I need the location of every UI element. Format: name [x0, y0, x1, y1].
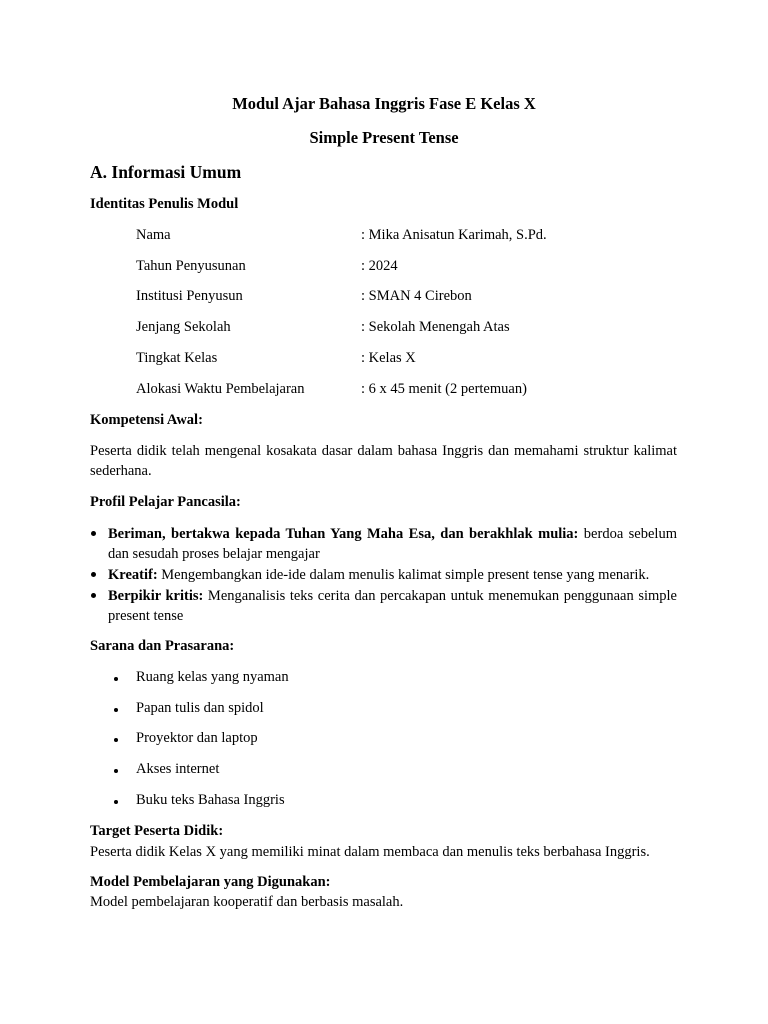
- identitas-label: Alokasi Waktu Pembelajaran: [136, 381, 305, 397]
- identitas-label: Tingkat Kelas: [136, 350, 218, 366]
- bullet-icon: [91, 572, 96, 577]
- kompetensi-heading: Kompetensi Awal:: [90, 412, 203, 428]
- identitas-value: : SMAN 4 Cirebon: [361, 288, 472, 304]
- target-text: Peserta didik Kelas X yang memiliki minat dalam membaca dan menulis teks berbahasa Inggris.: [90, 844, 650, 860]
- identitas-value: : Mika Anisatun Karimah, S.Pd.: [361, 227, 547, 243]
- sarana-heading: Sarana dan Prasarana:: [90, 638, 235, 654]
- section-heading-informasi-umum: A. Informasi Umum: [90, 162, 242, 182]
- bullet-icon: [114, 677, 118, 681]
- bullet-icon: [91, 531, 96, 536]
- sarana-item: Akses internet: [136, 761, 220, 777]
- identitas-value: : 6 x 45 menit (2 pertemuan): [361, 381, 527, 397]
- identitas-label: Institusi Penyusun: [136, 288, 243, 304]
- sarana-item: Proyektor dan laptop: [136, 730, 258, 746]
- bullet-icon: [114, 738, 118, 742]
- profil-item: [108, 586, 677, 626]
- document-title: Modul Ajar Bahasa Inggris Fase E Kelas X: [232, 94, 536, 113]
- identitas-value: : 2024: [361, 258, 398, 274]
- identitas-value: : Sekolah Menengah Atas: [361, 319, 510, 335]
- bullet-icon: [114, 769, 118, 773]
- profil-item: [108, 565, 677, 585]
- profil-item-text: berdoa sebelum dan sesudah proses belajar mengajar: [108, 526, 677, 562]
- profil-item-label: Kreatif:: [108, 567, 158, 583]
- profil-heading: Profil Pelajar Pancasila:: [90, 494, 241, 510]
- bullet-icon: [114, 800, 118, 804]
- identitas-label: Tahun Penyusunan: [136, 258, 246, 274]
- identitas-label: Nama: [136, 227, 171, 243]
- model-heading: Model Pembelajaran yang Digunakan:: [90, 874, 331, 890]
- model-text: Model pembelajaran kooperatif dan berbasis masalah.: [90, 894, 404, 910]
- profil-item-label: Berpikir kritis:: [108, 588, 204, 604]
- profil-item-label: Beriman, bertakwa kepada Tuhan Yang Maha Esa, dan berakhlak mulia:: [108, 526, 579, 542]
- identitas-label: Jenjang Sekolah: [136, 319, 231, 335]
- sarana-item: Ruang kelas yang nyaman: [136, 669, 289, 685]
- sarana-item: Buku teks Bahasa Inggris: [136, 792, 285, 808]
- identitas-heading: Identitas Penulis Modul: [90, 196, 239, 212]
- target-heading: Target Peserta Didik:: [90, 823, 224, 839]
- profil-item: [108, 524, 677, 564]
- document-subtitle: Simple Present Tense: [309, 128, 459, 147]
- bullet-icon: [91, 593, 96, 598]
- sarana-item: Papan tulis dan spidol: [136, 700, 264, 716]
- kompetensi-text: Peserta didik telah mengenal kosakata dasar dalam bahasa Inggris dan memahami struktur kalimat sederhana.: [90, 443, 677, 479]
- profil-item-text: Menganalisis teks cerita dan percakapan untuk menemukan penggunaan simple present tense: [108, 588, 677, 624]
- profil-item-text: Mengembangkan ide-ide dalam menulis kalimat simple present tense yang menarik.: [157, 567, 650, 583]
- identitas-value: : Kelas X: [361, 350, 416, 366]
- bullet-icon: [114, 708, 118, 712]
